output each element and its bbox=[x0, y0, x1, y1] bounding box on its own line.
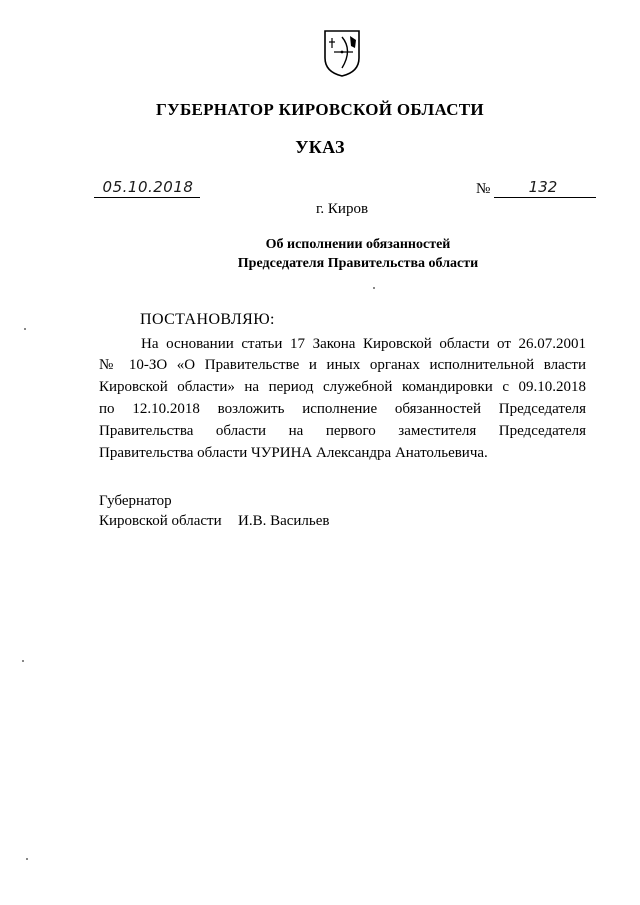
body-line: по 12.10.2018 возложить исполнение обязанностей Председателя bbox=[99, 401, 586, 417]
body-line: Правительства области на первого заместителя Председателя bbox=[99, 423, 586, 439]
scan-speck bbox=[22, 660, 24, 662]
signatory-position-line-1: Губернатор bbox=[99, 493, 172, 509]
scan-speck bbox=[24, 328, 26, 330]
decree-title-line-2: Председателя Правительства области bbox=[237, 256, 479, 271]
scan-speck bbox=[373, 287, 375, 289]
body-line: Кировской области» на период служебной командировки с 09.10.2018 bbox=[99, 379, 586, 395]
decree-title-line-1: Об исполнении обязанностей bbox=[265, 237, 451, 252]
number-sign: № bbox=[476, 181, 491, 197]
document-type: УКАЗ bbox=[295, 137, 345, 157]
body-line: На основании статьи 17 Закона Кировской области от 26.07.2001 bbox=[141, 336, 586, 352]
scan-speck bbox=[26, 858, 28, 860]
signatory-position-line-2: Кировской области bbox=[99, 513, 222, 529]
kirov-coat-of-arms-icon bbox=[322, 28, 362, 78]
decree-word: ПОСТАНОВЛЯЮ: bbox=[140, 311, 275, 328]
date-underline bbox=[94, 197, 200, 198]
body-line: Правительства области ЧУРИНА Александра Анатольевича. bbox=[99, 445, 488, 461]
decree-date: 05.10.2018 bbox=[102, 178, 194, 196]
decree-number: 132 bbox=[528, 178, 558, 196]
issuing-authority: ГУБЕРНАТОР КИРОВСКОЙ ОБЛАСТИ bbox=[156, 100, 484, 119]
number-underline bbox=[494, 197, 596, 198]
city-label: г. Киров bbox=[315, 201, 369, 217]
body-line: № 10-ЗО «О Правительстве и иных органах исполнительной власти bbox=[99, 357, 586, 373]
signatory-name: И.В. Васильев bbox=[238, 513, 330, 529]
